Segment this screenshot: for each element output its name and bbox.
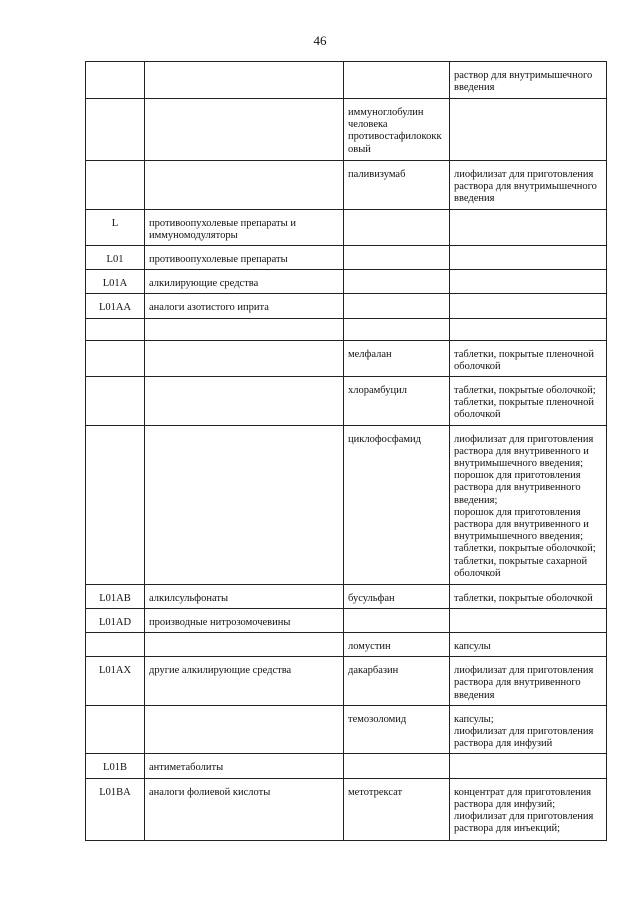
drug-name-cell — [344, 246, 450, 270]
table-row — [86, 318, 607, 340]
anatomical-group-cell-text: алкилирующие средства — [149, 278, 259, 290]
dosage-form-cell-text: таблетки, покрытые оболочкой — [454, 592, 593, 604]
table-row — [86, 294, 607, 318]
table-row — [86, 633, 607, 657]
dosage-form-cell — [450, 425, 607, 584]
anatomical-group-cell — [145, 340, 344, 376]
table-row — [86, 778, 607, 840]
anatomical-group-cell-text: аналоги азотистого иприта — [149, 302, 269, 314]
table-row — [86, 62, 607, 99]
atc-code-cell — [86, 657, 145, 706]
table-row — [86, 340, 607, 376]
drug-name-cell-text: хлорамбуцил — [348, 385, 407, 397]
anatomical-group-cell — [145, 754, 344, 778]
drug-name-cell — [344, 584, 450, 608]
atc-code-cell — [86, 705, 145, 754]
anatomical-group-cell-text: противоопухолевые препараты и иммуномодуляторы — [149, 217, 296, 241]
dosage-form-cell — [450, 377, 607, 426]
anatomical-group-cell — [145, 584, 344, 608]
atc-code-cell-text: L01B — [103, 762, 127, 774]
atc-code-cell — [86, 62, 145, 99]
anatomical-group-cell — [145, 62, 344, 99]
anatomical-group-cell — [145, 161, 344, 210]
table-row — [86, 754, 607, 778]
dosage-form-cell — [450, 318, 607, 340]
atc-code-cell — [86, 318, 145, 340]
dosage-form-cell — [450, 584, 607, 608]
drug-name-cell — [344, 161, 450, 210]
atc-code-cell — [86, 608, 145, 632]
table-row — [86, 270, 607, 294]
table-row — [86, 99, 607, 161]
table-row — [86, 657, 607, 706]
dosage-form-cell — [450, 608, 607, 632]
dosage-form-cell-text: капсулы — [454, 641, 491, 653]
anatomical-group-cell-text: противоопухолевые препараты — [149, 254, 288, 266]
drug-name-cell-text: иммуноглобулин человека противостафилококк овый — [348, 107, 442, 155]
drug-name-cell — [344, 62, 450, 99]
atc-code-cell — [86, 294, 145, 318]
drug-name-cell-text: мелфалан — [348, 348, 392, 360]
anatomical-group-cell — [145, 705, 344, 754]
atc-code-cell — [86, 633, 145, 657]
anatomical-group-cell — [145, 778, 344, 840]
atc-code-cell — [86, 99, 145, 161]
anatomical-group-cell-text: другие алкилирующие средства — [149, 665, 292, 677]
anatomical-group-cell — [145, 294, 344, 318]
drug-name-cell — [344, 705, 450, 754]
drug-table — [85, 61, 607, 841]
drug-name-cell — [344, 425, 450, 584]
drug-name-cell — [344, 608, 450, 632]
anatomical-group-cell — [145, 99, 344, 161]
anatomical-group-cell — [145, 425, 344, 584]
table-row — [86, 425, 607, 584]
dosage-form-cell — [450, 209, 607, 245]
drug-name-cell-text: ломустин — [348, 641, 391, 653]
atc-code-cell-text: L01AD — [98, 616, 132, 628]
dosage-form-cell-text: концентрат для приготовления раствора для инфузий; лиофилизат для приготовления раствора для инъекций; — [454, 786, 594, 835]
dosage-form-cell-text: лиофилизат для приготовления раствора для внутривенного и внутримышечного введения; порошок для приготовления раствора для внутривенного введения; порошок для приготовления раствора для внутривенного и внутримышечного введения; таблетки, покрытые оболочкой; таблетки, покрытые сахарной оболочкой — [454, 433, 596, 579]
table-row — [86, 209, 607, 245]
table-row — [86, 705, 607, 754]
anatomical-group-cell-text: производные нитрозомочевины — [149, 616, 291, 628]
dosage-form-cell-text: раствор для внутримышечного введения — [454, 70, 593, 94]
anatomical-group-cell — [145, 657, 344, 706]
anatomical-group-cell — [145, 377, 344, 426]
dosage-form-cell — [450, 705, 607, 754]
dosage-form-cell — [450, 99, 607, 161]
atc-code-cell — [86, 340, 145, 376]
dosage-form-cell-text: лиофилизат для приготовления раствора для внутривенного введения — [454, 665, 594, 701]
dosage-form-cell — [450, 62, 607, 99]
anatomical-group-cell — [145, 246, 344, 270]
dosage-form-cell — [450, 161, 607, 210]
drug-name-cell — [344, 99, 450, 161]
drug-name-cell — [344, 270, 450, 294]
atc-code-cell-text: L01BA — [99, 786, 131, 798]
drug-name-cell-text: циклофосфамид — [348, 433, 422, 445]
drug-name-cell-text: бусульфан — [348, 592, 395, 604]
anatomical-group-cell-text: аналоги фолиевой кислоты — [149, 786, 271, 798]
drug-name-cell — [344, 633, 450, 657]
atc-code-cell — [86, 425, 145, 584]
drug-name-cell-text: дакарбазин — [348, 665, 399, 677]
dosage-form-cell-text: таблетки, покрытые оболочкой; таблетки, покрытые пленочной оболочкой — [454, 385, 596, 421]
atc-code-cell-text: L01 — [106, 254, 124, 266]
anatomical-group-cell — [145, 209, 344, 245]
dosage-form-cell-text: таблетки, покрытые пленочной оболочкой — [454, 348, 595, 372]
dosage-form-cell — [450, 246, 607, 270]
drug-name-cell — [344, 657, 450, 706]
table-row — [86, 608, 607, 632]
drug-name-cell-text: темозоломид — [348, 713, 407, 725]
anatomical-group-cell — [145, 270, 344, 294]
dosage-form-cell — [450, 633, 607, 657]
anatomical-group-cell-text: антиметаболиты — [149, 762, 224, 774]
atc-code-cell — [86, 270, 145, 294]
page-number: 46 — [313, 33, 327, 48]
atc-code-cell — [86, 778, 145, 840]
atc-code-cell-text: L — [111, 217, 119, 229]
drug-name-cell-text: метотрексат — [348, 786, 403, 798]
drug-name-cell — [344, 209, 450, 245]
drug-name-cell — [344, 318, 450, 340]
drug-name-cell-text: паливизумаб — [348, 169, 406, 180]
dosage-form-cell — [450, 657, 607, 706]
table-row — [86, 377, 607, 426]
dosage-form-cell-text: капсулы; лиофилизат для приготовления раствора для инфузий — [454, 713, 594, 750]
atc-code-cell — [86, 246, 145, 270]
dosage-form-cell — [450, 294, 607, 318]
drug-name-cell — [344, 754, 450, 778]
atc-code-cell-text: L01AX — [98, 665, 132, 677]
anatomical-group-cell — [145, 318, 344, 340]
anatomical-group-cell — [145, 608, 344, 632]
dosage-form-cell-text: лиофилизат для приготовления раствора для внутримышечного введения — [454, 169, 597, 205]
table-row — [86, 584, 607, 608]
atc-code-cell — [86, 209, 145, 245]
atc-code-cell — [86, 754, 145, 778]
anatomical-group-cell-text: алкилсульфонаты — [149, 592, 228, 604]
table-row — [86, 161, 607, 210]
drug-name-cell — [344, 340, 450, 376]
atc-code-cell — [86, 584, 145, 608]
dosage-form-cell — [450, 778, 607, 840]
atc-code-cell — [86, 161, 145, 210]
atc-code-cell-text: L01AA — [98, 302, 132, 314]
atc-code-cell — [86, 377, 145, 426]
drug-name-cell — [344, 377, 450, 426]
atc-code-cell-text: L01A — [102, 278, 128, 290]
dosage-form-cell — [450, 340, 607, 376]
drug-name-cell — [344, 778, 450, 840]
dosage-form-cell — [450, 754, 607, 778]
dosage-form-cell — [450, 270, 607, 294]
anatomical-group-cell — [145, 633, 344, 657]
table-row — [86, 246, 607, 270]
table-body — [86, 62, 607, 841]
atc-code-cell-text: L01AB — [99, 592, 131, 604]
drug-name-cell — [344, 294, 450, 318]
